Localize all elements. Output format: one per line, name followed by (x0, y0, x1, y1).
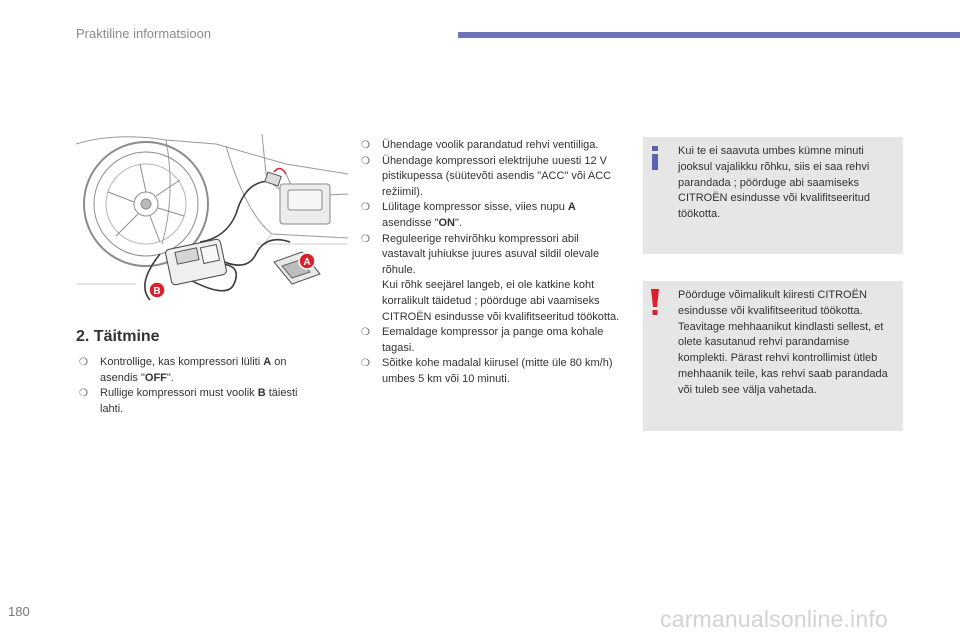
bullet-checkbox-icon: ❍ (361, 327, 370, 339)
step-text: Ühendage kompressori elektrijuhe uuesti 12 V pistikupessa (süütevõti asendis "ACC" või ACC režiimil). (382, 154, 612, 198)
step-item (358, 232, 622, 326)
step-item (358, 200, 622, 231)
label-b-badge (149, 282, 165, 298)
step-text: täiesti lahti. (100, 387, 298, 415)
step-item (358, 325, 622, 356)
label-b: B (153, 286, 161, 297)
step-item (76, 386, 316, 417)
step-text: Kontrollige, kas kompressori lüliti (100, 356, 264, 368)
step-text: on asendis " (100, 356, 287, 384)
step-text: Sõitke kohe madalal kiirusel (mitte üle 80 km/h) umbes 5 km või 10 minuti. (382, 357, 613, 385)
compressor-body (165, 239, 227, 286)
step-item (358, 154, 622, 201)
exclamation-icon (649, 289, 661, 315)
step-text: asendisse " (382, 216, 439, 229)
step-item (76, 355, 316, 386)
info-box (643, 137, 903, 254)
header-accent-bar (458, 32, 960, 38)
compressor-illustration (76, 134, 348, 310)
step-emphasis: A (263, 356, 272, 368)
bullet-checkbox-icon: ❍ (361, 233, 370, 245)
step-emphasis: ON (438, 216, 455, 229)
step-emphasis: OFF (144, 371, 167, 384)
info-text: Kui te ei saavuta umbes kümne minuti jooksul vajalikku rõhku, siis ei saa rehvi parandada ; pöörduge abi saamiseks CITROËN esindusse või kvalifitseeritud töökotta. (678, 145, 870, 221)
label-a-badge (299, 253, 315, 269)
step-text: Reguleerige rehvirõhku kompressori abil vastavalt juhiukse juures asuval sildil olevale rõhule. (382, 232, 600, 276)
bullet-checkbox-icon: ❍ (361, 140, 370, 151)
bullet-checkbox-icon: ❍ (361, 202, 370, 214)
info-icon (649, 146, 661, 170)
step-item (358, 356, 622, 387)
step-text: ". (455, 216, 462, 229)
bullet-checkbox-icon: ❍ (79, 388, 88, 400)
warning-text: Pöörduge võimalikult kiiresti CITROËN esindusse või kvalifitseeritud töökotta. Teavitage mehhaanikut kindlasti sellest, et olete kasutanud rehvi parandamise komplekti. Pärast rehvi kontrollimist ütleb mehhaanik teile, kas rehvi saab parandada või tuleb see välja vahetada. (678, 289, 888, 396)
bullet-checkbox-icon: ❍ (79, 357, 88, 368)
step-text: Eemaldage kompressor ja pange oma kohale tagasi. (382, 326, 604, 354)
step-emphasis: A (567, 201, 576, 214)
warning-box (643, 281, 903, 431)
section-title: 2. Täitmine (76, 328, 160, 345)
step-text: ". (166, 371, 174, 384)
bullet-checkbox-icon: ❍ (361, 358, 370, 370)
watermark: carmanualsonline.info (660, 606, 888, 632)
step-note: Kui rõhk seejärel langeb, ei ole katkine koht korralikult täidetud ; pöörduge abi vaamiseks CITROËN esindusse või kvalifitseeritud töökotta. (382, 279, 620, 323)
page-number: 180 (8, 604, 30, 619)
running-header: Praktiline informatsioon (76, 26, 212, 41)
steps-list-left (76, 355, 316, 417)
label-a: A (303, 257, 311, 268)
step-emphasis: B (257, 387, 266, 400)
step-item (358, 138, 622, 154)
step-text: Ühendage voolik parandatud rehvi ventiiliga. (382, 139, 599, 151)
step-text: Rullige kompressori must voolik (100, 387, 258, 400)
steps-list-middle (358, 138, 622, 388)
step-text: Lülitage kompressor sisse, viies nupu (382, 201, 568, 214)
bullet-checkbox-icon: ❍ (361, 155, 370, 167)
